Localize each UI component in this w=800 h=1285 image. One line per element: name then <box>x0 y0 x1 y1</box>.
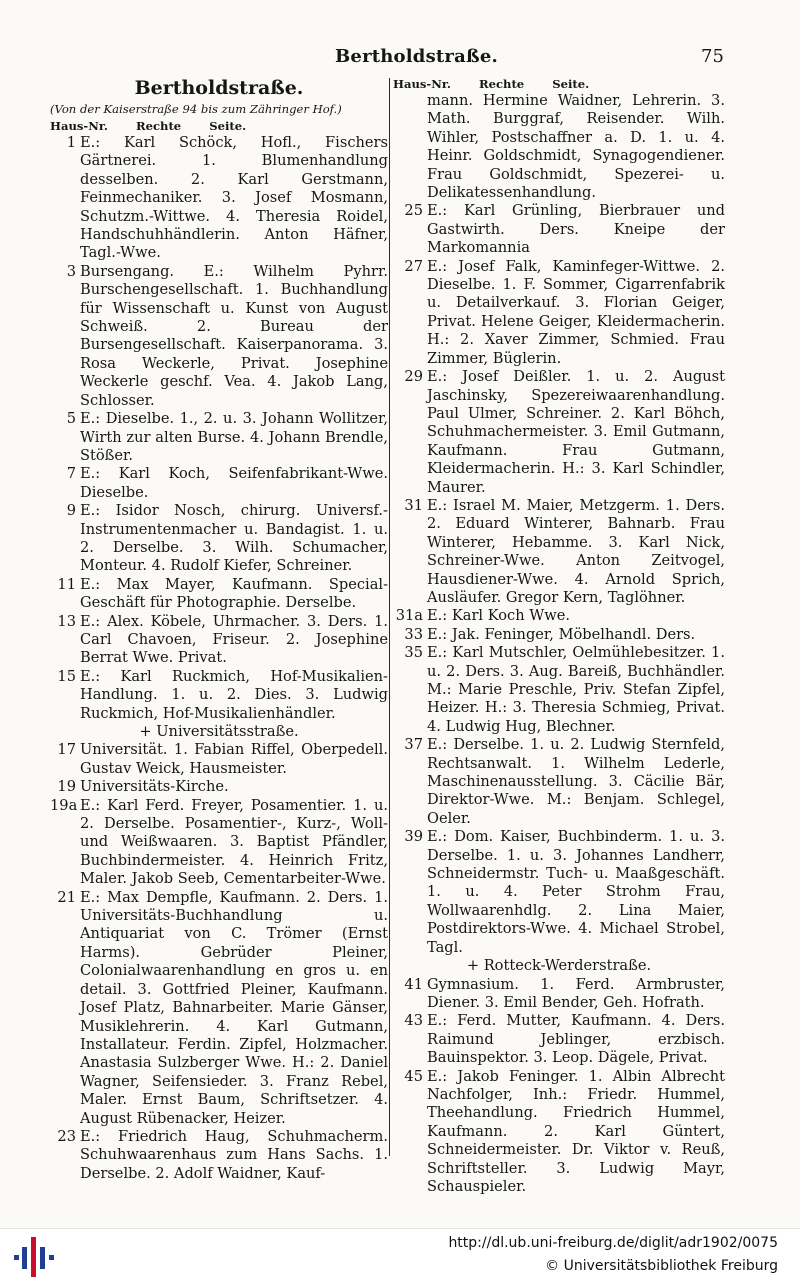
copyright-notice: © Universitätsbibliothek Freiburg <box>545 1258 778 1274</box>
house-number: 25 <box>404 202 423 220</box>
house-number: 11 <box>57 575 76 593</box>
entry-text: E.: Josef Deißler. 1. u. 2. August Jaschinsky, Spezereiwaarenhandlung. Paul Ulmer, Schreiner. 2. Karl Böhch, Schuhmachermeister. 3. Emil Gutmann, Kaufmann. Frau Gutmann, Kleidermacherin. H.: 3. Karl Schindler, Maurer. <box>427 368 725 496</box>
column-header-right: Haus-Nr. Rechte Seite. <box>393 77 590 91</box>
house-entry <box>50 741 388 778</box>
entry-text: E.: Karl Koch Wwe. <box>427 607 571 625</box>
house-entry <box>393 644 725 736</box>
house-number: 3 <box>66 262 76 280</box>
house-number: 35 <box>404 644 423 662</box>
entry-text: E.: Karl Koch, Seifenfabrikant-Wwe. Dieselbe. <box>80 465 388 501</box>
house-entry <box>50 576 388 613</box>
house-number: 31 <box>404 496 423 514</box>
entry-text: E.: Max Mayer, Kaufmann. Special-Geschäft für Photographie. Derselbe. <box>80 575 388 612</box>
left-column <box>50 76 388 1183</box>
house-entry <box>50 465 388 502</box>
house-entry <box>50 613 388 668</box>
entry-text: E.: Jak. Feninger, Möbelhandl. Ders. <box>427 625 696 643</box>
house-number: 29 <box>404 368 423 386</box>
house-number: 1 <box>66 134 76 151</box>
entry-text: mann. Hermine Waidner, Lehrerin. 3. Math. Burggraf, Reisender. Wilh. Wihler, Postschaffner a. D. 1. u. 4. Heinr. Goldschmidt, Synagogendiener. Frau Goldschmidt, Spezerei- u. Delikatessenhandlung. <box>427 92 725 202</box>
column-divider <box>389 78 390 1156</box>
entry-text: E.: Isidor Nosch, chirurg. Universf.-Instrumentenmacher u. Bandagist. 1. u. 2. Derselbe. 3. Wilh. Schumacher, Monteur. 4. Rudolf Kiefer, Schreiner. <box>80 502 388 575</box>
house-number: 43 <box>404 1012 423 1030</box>
house-number: 15 <box>57 667 76 685</box>
house-entry <box>50 778 388 796</box>
house-entry <box>50 797 388 889</box>
entry-text: E.: Israel M. Maier, Metzgerm. 1. Ders. 2. Eduard Winterer, Bahnarb. Frau Winterer, Hebamme. 3. Karl Nick, Schreiner-Wwe. Anton Zeitvogel, Hausdiener-Wwe. 4. Arnold Sprich, Ausläufer. Gregor Kern, Taglöhner. <box>427 496 725 606</box>
entry-text: E.: Jakob Feninger. 1. Albin Albrecht Nachfolger, Inh.: Friedr. Hummel, Theehandlung. Friedrich Hummel, Kaufmann. 2. Karl Güntert, Schneidermeister. Dr. Viktor v. Reuß, Schriftsteller. 3. Ludwig Mayr, Schauspieler. <box>427 1067 725 1195</box>
left-entry-list <box>50 134 388 1183</box>
street-range: (Von der Kaiserstraße 94 bis zum Zähringer Hof.) <box>50 102 342 116</box>
house-number: 41 <box>404 975 423 993</box>
house-entry <box>393 92 725 202</box>
house-number: 45 <box>404 1067 423 1085</box>
house-number: 37 <box>404 736 423 754</box>
entry-text: E.: Derselbe. 1. u. 2. Ludwig Sternfeld, Rechtsanwalt. 1. Wilhelm Lederle, Maschinenausstellung. 3. Cäcilie Bär, Direktor-Wwe. M.: Benjam. Schlegel, Oeler. <box>427 736 725 827</box>
house-number: 9 <box>66 502 76 520</box>
entry-text: E.: Karl Ruckmich, Hof-Musikalien-Handlung. 1. u. 2. Dies. 3. Ludwig Ruckmich, Hof-Musikalienhändler. <box>80 667 388 722</box>
permalink-url[interactable]: http://dl.ub.uni-freiburg.de/diglit/adr1902/0075 <box>448 1235 778 1251</box>
entry-text: E.: Karl Ferd. Freyer, Posamentier. 1. u. 2. Derselbe. Posamentier-, Kurz-, Woll- und Weißwaaren. 3. Baptist Pfändler, Buchbindermeister. 4. Heinrich Fritz, Maler. Jakob Seeb, Cementarbeiter-Wwe. <box>80 796 388 888</box>
entry-text: E.: Dieselbe. 1., 2. u. 3. Johann Wollitzer, Wirth zur alten Burse. 4. Johann Brendle, Stößer. <box>80 410 388 464</box>
cross-street-label: + Universitätsstraße. <box>139 723 299 740</box>
viewer-footer <box>0 1228 800 1285</box>
entry-text: Bursengang. E.: Wilhelm Pyhrr. Burschengesellschaft. 1. Buchhandlung für Wissenschaft u. Kunst von August Schweiß. 2. Bureau der Bursengesellschaft. Kaiserpanorama. 3. Rosa Weckerle, Privat. Josephine Weckerle geschf. Vea. 4. Jakob Lang, Schlosser. <box>80 262 388 409</box>
house-number: 33 <box>404 625 423 643</box>
house-entry <box>50 889 388 1128</box>
house-number: 7 <box>66 465 76 483</box>
house-entry <box>393 1012 725 1067</box>
entry-text: E.: Friedrich Haug, Schuhmacherm. Schuhwaarenhaus zum Hans Sachs. 1. Derselbe. 2. Adolf Waidner, Kauf- <box>80 1127 388 1182</box>
entry-text: E.: Karl Mutschler, Oelmühlebesitzer. 1. u. 2. Ders. 3. Aug. Bareiß, Buchhändler. M.: Marie Preschle, Priv. Stefan Zipfel, Heizer. H.: 3. Theresia Schmieg, Privat. 4. Ludwig Hug, Blechner. <box>427 644 725 735</box>
house-number: 27 <box>404 257 423 275</box>
house-entry <box>393 828 725 957</box>
house-entry <box>393 368 725 497</box>
column-header-left: Haus-Nr. Rechte Seite. <box>50 119 247 133</box>
running-head-title: Bertholdstraße. <box>335 46 498 67</box>
house-number: 17 <box>57 741 76 759</box>
house-entry <box>50 1128 388 1183</box>
house-number: 5 <box>66 410 76 428</box>
house-entry <box>50 263 388 410</box>
house-entry <box>50 502 388 576</box>
house-entry <box>393 607 725 625</box>
house-number: 31a <box>395 607 423 625</box>
entry-text: Universität. 1. Fabian Riffel, Oberpedell. Gustav Weick, Hausmeister. <box>80 741 388 777</box>
ub-freiburg-logo-icon <box>14 1237 54 1277</box>
street-title: Bertholdstraße. <box>134 77 304 99</box>
house-number <box>393 92 427 202</box>
cross-street-label: + Rotteck-Werderstraße. <box>466 957 652 975</box>
house-entry <box>393 976 725 1013</box>
house-entry <box>393 258 725 368</box>
running-head <box>0 46 800 70</box>
right-column <box>393 76 725 1196</box>
house-number: 13 <box>57 612 76 630</box>
entry-text: Gymnasium. 1. Ferd. Armbruster, Diener. 3. Emil Bender, Geh. Hofrath. <box>427 975 725 1011</box>
house-entry <box>393 736 725 828</box>
house-entry <box>393 1068 725 1197</box>
entry-text: E.: Josef Falk, Kaminfeger-Wittwe. 2. Dieselbe. 1. F. Sommer, Cigarrenfabrik u. Detailverkauf. 3. Florian Geiger, Privat. Helene Geiger, Kleidermacherin. H.: 2. Xaver Zimmer, Schmied. Frau Zimmer, Büglerin. <box>427 257 725 367</box>
entry-text: E.: Karl Schöck, Hofl., Fischers Gärtnerei. 1. Blumenhandlung desselben. 2. Karl Gerstmann, Feinmechaniker. 3. Josef Mosmann, Schutzm.-Wittwe. 4. Theresia Roidel, Handschuhhändlerin. Anton Häfner, Tagl.-Wwe. <box>80 134 388 262</box>
house-entry <box>50 410 388 465</box>
right-entry-list <box>393 92 725 1196</box>
entry-text: E.: Karl Grünling, Bierbrauer und Gastwirth. Ders. Kneipe der Markomannia <box>427 202 725 257</box>
house-entry <box>393 497 725 607</box>
house-entry <box>50 134 388 263</box>
page-number: 75 <box>701 46 724 67</box>
entry-text: E.: Ferd. Mutter, Kaufmann. 4. Ders. Raimund Jeblinger, erzbisch. Bauinspektor. 3. Leop. Dägele, Privat. <box>427 1012 725 1067</box>
entry-text: E.: Dom. Kaiser, Buchbinderm. 1. u. 3. Derselbe. 1. u. 3. Johannes Landherr, Schneidermstr. Tuch- u. Maaßgeschäft. 1. u. 4. Peter Strohm Frau, Wollwaarenhdlg. 2. Lina Maier, Postdirektors-Wwe. 4. Michael Strobel, Tagl. <box>427 828 725 956</box>
house-entry <box>50 668 388 723</box>
entry-text: E.: Max Dempfle, Kaufmann. 2. Ders. 1. Universitäts-Buchhandlung u. Antiquariat von C. Trömer (Ernst Harms). Gebrüder Pleiner, Colonialwaarenhandlung en gros u. en detail. 3. Gottfried Pleiner, Kaufmann. Josef Platz, Bahnarbeiter. Marie Gänser, Musiklehrerin. 4. Karl Gutmann, Installateur. Ferdin. Zipfel, Holzmacher. Anastasia Sulzberger Wwe. H.: 2. Daniel Wagner, Seifensieder. 3. Franz Rebel, Maler. Ernst Baum, Schriftsetzer. 4. August Rübenacker, Heizer. <box>80 888 388 1127</box>
house-number: 19 <box>57 778 76 796</box>
house-number: 21 <box>57 888 76 906</box>
entry-text: Universitäts-Kirche. <box>80 778 229 796</box>
house-entry <box>393 626 725 644</box>
house-number: 19a <box>50 796 78 814</box>
house-number: 39 <box>404 828 423 846</box>
house-number: 23 <box>57 1127 76 1145</box>
entry-text: E.: Alex. Köbele, Uhrmacher. 3. Ders. 1. Carl Chavoen, Friseur. 2. Josephine Berrat Wwe. Privat. <box>80 612 388 667</box>
house-entry <box>393 202 725 257</box>
